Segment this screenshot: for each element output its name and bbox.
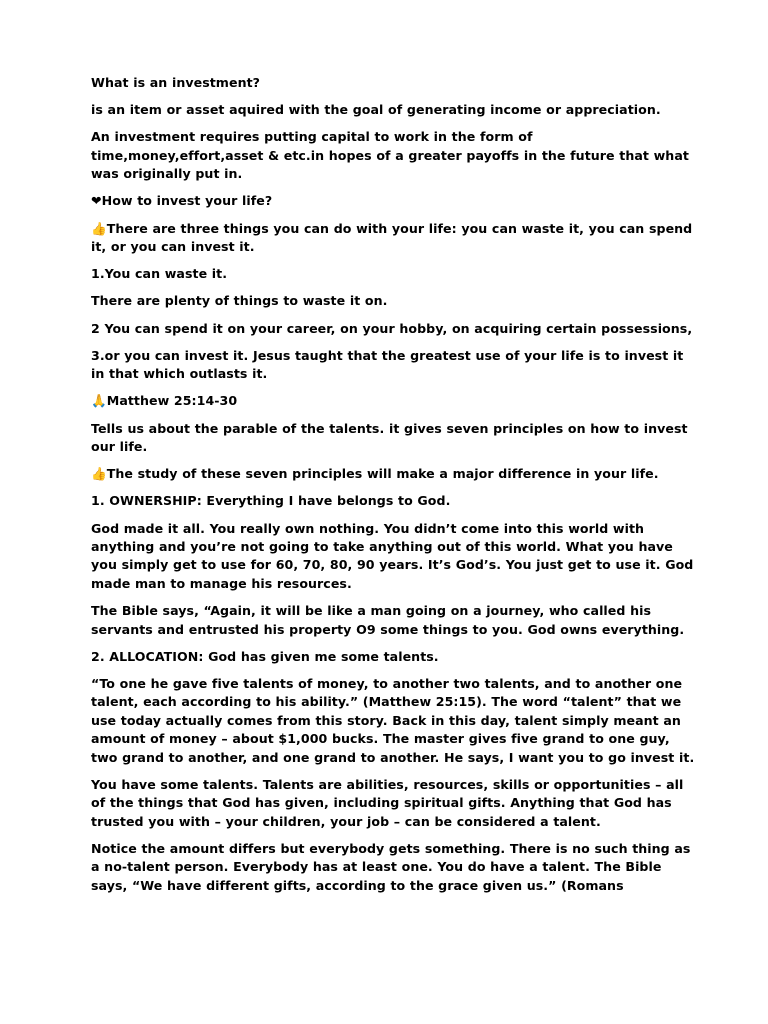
bible-quote-paragraph: The Bible says, “Again, it will be like a man going on a journey, who called his servants and entrusted his property O9 some things to you. God owns everything. <box>91 603 685 637</box>
three-things-paragraph: 👍There are three things you can do with your life: you can waste it, you can spend it, or you can invest it. <box>91 220 693 255</box>
spend-item: 2 You can spend it on your career, on your hobby, on acquiring certain possessions, <box>91 320 693 336</box>
scripture-reference: 🙏Matthew 25:14-30 <box>91 393 238 409</box>
waste-paragraph: There are plenty of things to waste it on. <box>91 293 388 309</box>
allocation-heading: 2. ALLOCATION: God has given me some talents. <box>91 648 439 664</box>
definition-paragraph: is an item or asset aquired with the goal of generating income or appreciation. <box>91 102 661 118</box>
invest-item: 3.or you can invest it. Jesus taught that the greatest use of your life is to invest it in that which outlasts it. <box>91 347 684 382</box>
investment-explanation-paragraph: An investment requires putting capital to work in the form of time,money,effort,asset & etc.in hopes of a greater payoffs in the future that what was originally put in. <box>91 129 689 182</box>
talents-quote-paragraph: “To one he gave five talents of money, to another two talents, and to another one talent, each according to his ability.” (Matthew 25:15). The word “talent” that we use today actually comes from this story. Back in this day, talent simply meant an amount of money – about $1,000 bucks. The master gives five grand to one guy, two grand to another, and one grand to another. He says, I want you to go invest it. <box>91 675 695 765</box>
principles-paragraph: 👍The study of these seven principles will make a major difference in your life. <box>91 466 659 482</box>
question-heading: What is an investment? <box>91 75 261 90</box>
parable-paragraph: Tells us about the parable of the talents. it gives seven principles on how to invest our life. <box>91 420 688 455</box>
how-to-invest-heading: ❤How to invest your life? <box>91 193 273 209</box>
talents-definition-paragraph: You have some talents. Talents are abilities, resources, skills or opportunities – all of the things that God has given, including spiritual gifts. Anything that God has trusted you with – your children, your job – can be considered a talent. <box>91 776 684 829</box>
ownership-heading: 1. OWNERSHIP: Everything I have belongs to God. <box>91 493 451 509</box>
amount-differs-paragraph: Notice the amount differs but everybody gets something. There is no such thing as a no-talent person. Everybody has at least one. You do have a talent. The Bible says, “We have different gifts, according to the grace given us.” (Romans <box>91 840 691 893</box>
ownership-paragraph: God made it all. You really own nothing. You didn’t come into this world with anything and you’re not going to take anything out of this world. What you have you simply get to use for 60, 70, 80, 90 years. It’s God’s. You just get to use it. God made man to manage his resources. <box>91 520 694 591</box>
waste-item: 1.You can waste it. <box>91 266 228 282</box>
